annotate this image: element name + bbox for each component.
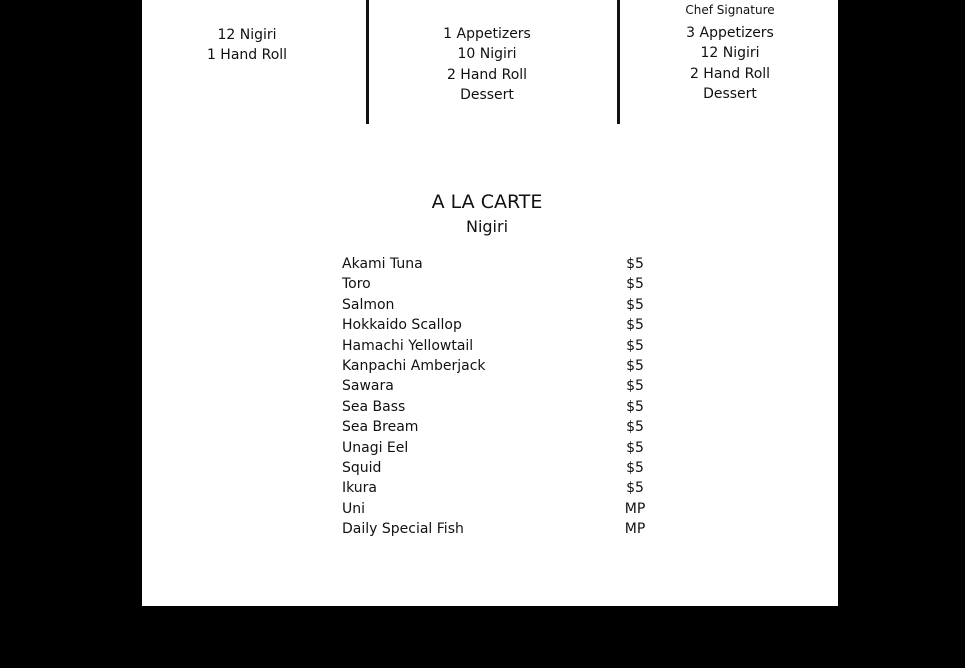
item-price: $5	[626, 296, 644, 313]
menu-item	[342, 336, 648, 356]
course-column-2	[407, 24, 567, 106]
item-price: $5	[626, 337, 644, 354]
menu-item	[342, 438, 648, 458]
item-price: MP	[624, 500, 646, 517]
course-item: 12 Nigiri	[700, 45, 760, 62]
item-name: Hamachi Yellowtail	[342, 337, 474, 354]
item-price: $5	[626, 276, 644, 293]
menu-item	[342, 478, 648, 498]
course-item: 1 Appetizers	[443, 26, 531, 42]
menu-item	[342, 376, 648, 396]
item-name: Uni	[342, 500, 366, 517]
menu-item	[342, 254, 648, 274]
item-name: Hokkaido Scallop	[342, 317, 462, 334]
item-price: $5	[626, 480, 644, 497]
item-name: Kanpachi Amberjack	[342, 357, 486, 374]
item-name: Akami Tuna	[342, 256, 423, 272]
item-name: Sea Bass	[342, 398, 406, 415]
item-name: Sea Bream	[342, 419, 419, 436]
item-price: $5	[626, 398, 644, 415]
item-price: $5	[626, 378, 644, 395]
course-item: 3 Appetizers	[686, 25, 774, 41]
menu-item	[342, 356, 648, 376]
item-name: Sawara	[342, 378, 394, 395]
course-item: 10 Nigiri	[457, 46, 517, 63]
course-item: Dessert	[460, 87, 514, 104]
menu-item	[342, 417, 648, 437]
course-column-3	[650, 2, 810, 105]
menu-item	[342, 519, 648, 539]
item-name: Ikura	[342, 480, 378, 497]
course-subtitle: Chef Signature	[685, 3, 775, 17]
nigiri-menu-list	[342, 254, 648, 539]
course-item: 1 Hand Roll	[206, 47, 288, 64]
course-item: 12 Nigiri	[217, 27, 277, 43]
item-name: Salmon	[342, 296, 395, 313]
course-column-1	[167, 25, 327, 66]
item-price: $5	[626, 317, 644, 334]
item-name: Unagi Eel	[342, 439, 409, 456]
item-name: Daily Special Fish	[342, 521, 464, 538]
section-subtitle: Nigiri	[465, 217, 509, 236]
course-item: Dessert	[703, 86, 757, 103]
column-divider	[366, 0, 369, 124]
course-item: 2 Hand Roll	[446, 66, 528, 83]
menu-item	[342, 499, 648, 519]
item-name: Toro	[342, 276, 371, 293]
section-title: A LA CARTE	[431, 191, 543, 213]
item-price: $5	[626, 439, 644, 456]
menu-page	[142, 0, 838, 606]
course-item: 2 Hand Roll	[689, 65, 771, 82]
item-price: $5	[626, 357, 644, 374]
menu-item	[342, 458, 648, 478]
item-price: $5	[626, 256, 644, 272]
column-divider	[617, 0, 620, 124]
item-price: $5	[626, 419, 644, 436]
menu-item	[342, 274, 648, 294]
item-price: $5	[626, 459, 644, 476]
menu-item	[342, 397, 648, 417]
item-name: Squid	[342, 459, 382, 476]
menu-item	[342, 315, 648, 335]
menu-item	[342, 295, 648, 315]
item-price: MP	[624, 521, 646, 538]
